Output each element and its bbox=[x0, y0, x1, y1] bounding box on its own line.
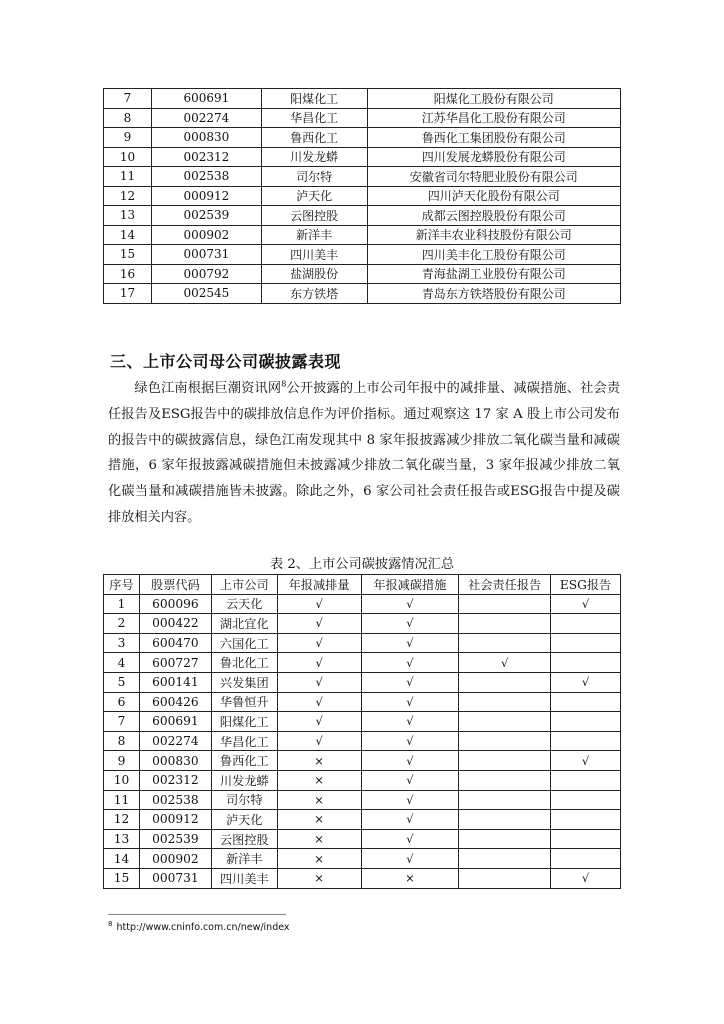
table-cell: 600691 bbox=[151, 89, 261, 109]
status-mark-cell bbox=[459, 672, 551, 692]
table-cell: 000830 bbox=[139, 751, 211, 771]
table-cell: 000830 bbox=[151, 128, 261, 148]
status-mark-cell bbox=[459, 790, 551, 810]
column-header: 序号 bbox=[104, 575, 140, 595]
table-cell: 000731 bbox=[151, 245, 261, 265]
table-cell: 002539 bbox=[139, 829, 211, 849]
table-cell: 002545 bbox=[151, 284, 261, 304]
footnote-number: 8 bbox=[108, 920, 113, 928]
table-cell: 2 bbox=[104, 614, 140, 634]
footnote-divider bbox=[108, 914, 286, 915]
status-mark-cell bbox=[459, 614, 551, 634]
company-list-body bbox=[104, 89, 621, 304]
status-mark-cell: √ bbox=[361, 770, 459, 790]
table-cell: 14 bbox=[104, 849, 140, 869]
status-mark-cell: √ bbox=[361, 633, 459, 653]
table-cell: 兴发集团 bbox=[211, 672, 277, 692]
table-cell: 青岛东方铁塔股份有限公司 bbox=[367, 284, 620, 304]
status-mark-cell bbox=[459, 692, 551, 712]
table-row bbox=[104, 770, 621, 790]
table-row bbox=[104, 751, 621, 771]
status-mark-cell: √ bbox=[361, 672, 459, 692]
table-cell: 7 bbox=[104, 712, 140, 732]
table-row bbox=[104, 868, 621, 888]
table-cell: 12 bbox=[104, 186, 152, 206]
status-mark-cell: √ bbox=[277, 633, 361, 653]
table-cell: 司尔特 bbox=[261, 167, 367, 187]
table-cell: 600727 bbox=[139, 653, 211, 673]
table-cell: 司尔特 bbox=[211, 790, 277, 810]
status-mark-cell bbox=[459, 810, 551, 830]
status-mark-cell bbox=[551, 633, 621, 653]
table-cell: 阳煤化工股份有限公司 bbox=[367, 89, 620, 109]
table-cell: 六国化工 bbox=[211, 633, 277, 653]
status-mark-cell bbox=[459, 712, 551, 732]
status-mark-cell: √ bbox=[361, 692, 459, 712]
status-mark-cell: √ bbox=[361, 712, 459, 732]
status-mark-cell: √ bbox=[551, 751, 621, 771]
status-mark-cell: √ bbox=[361, 594, 459, 614]
status-mark-cell: √ bbox=[551, 868, 621, 888]
table-row bbox=[104, 167, 621, 187]
status-mark-cell: √ bbox=[361, 653, 459, 673]
table-cell: 12 bbox=[104, 810, 140, 830]
table-cell: 000422 bbox=[139, 614, 211, 634]
table-row bbox=[104, 108, 621, 128]
table-cell: 8 bbox=[104, 731, 140, 751]
table-cell: 5 bbox=[104, 672, 140, 692]
status-mark-cell: × bbox=[277, 810, 361, 830]
table-cell: 鲁西化工 bbox=[261, 128, 367, 148]
table-cell: 阳煤化工 bbox=[211, 712, 277, 732]
table-cell: 002538 bbox=[139, 790, 211, 810]
status-mark-cell: √ bbox=[277, 672, 361, 692]
footnote-link[interactable]: http://www.cninfo.com.cn/new/index bbox=[116, 922, 290, 934]
table-row bbox=[104, 614, 621, 634]
table-row bbox=[104, 206, 621, 226]
table-cell: 四川美丰 bbox=[211, 868, 277, 888]
status-mark-cell bbox=[551, 614, 621, 634]
status-mark-cell bbox=[551, 790, 621, 810]
table-header-row bbox=[104, 575, 621, 595]
table-cell: 000902 bbox=[139, 849, 211, 869]
status-mark-cell: √ bbox=[361, 790, 459, 810]
table-cell: 鲁北化工 bbox=[211, 653, 277, 673]
footnote bbox=[108, 920, 290, 933]
table-cell: 6 bbox=[104, 692, 140, 712]
status-mark-cell: × bbox=[277, 751, 361, 771]
table-cell: 3 bbox=[104, 633, 140, 653]
table-row bbox=[104, 264, 621, 284]
table-cell: 新洋丰 bbox=[261, 225, 367, 245]
body-paragraph bbox=[108, 376, 620, 531]
table-cell: 新洋丰农业科技股份有限公司 bbox=[367, 225, 620, 245]
company-list-table bbox=[103, 88, 621, 304]
status-mark-cell: √ bbox=[277, 594, 361, 614]
table-row bbox=[104, 692, 621, 712]
table-cell: 四川美丰化工股份有限公司 bbox=[367, 245, 620, 265]
table-cell: 7 bbox=[104, 89, 152, 109]
status-mark-cell: √ bbox=[277, 653, 361, 673]
table-cell: 16 bbox=[104, 264, 152, 284]
status-mark-cell: √ bbox=[551, 672, 621, 692]
table-row bbox=[104, 829, 621, 849]
table-cell: 000912 bbox=[139, 810, 211, 830]
status-mark-cell bbox=[551, 849, 621, 869]
column-header: 股票代码 bbox=[139, 575, 211, 595]
table-cell: 青海盐湖工业股份有限公司 bbox=[367, 264, 620, 284]
table-row bbox=[104, 849, 621, 869]
status-mark-cell bbox=[551, 770, 621, 790]
table-cell: 1 bbox=[104, 594, 140, 614]
table-cell: 600426 bbox=[139, 692, 211, 712]
table-row bbox=[104, 594, 621, 614]
table-cell: 600096 bbox=[139, 594, 211, 614]
table-row bbox=[104, 147, 621, 167]
status-mark-cell: √ bbox=[361, 810, 459, 830]
status-mark-cell: √ bbox=[361, 829, 459, 849]
status-mark-cell bbox=[459, 829, 551, 849]
status-mark-cell: √ bbox=[361, 731, 459, 751]
table-cell: 四川美丰 bbox=[261, 245, 367, 265]
table-cell: 云天化 bbox=[211, 594, 277, 614]
status-mark-cell bbox=[459, 594, 551, 614]
status-mark-cell: √ bbox=[459, 653, 551, 673]
table-row bbox=[104, 672, 621, 692]
table-cell: 四川发展龙蟒股份有限公司 bbox=[367, 147, 620, 167]
table-cell: 600691 bbox=[139, 712, 211, 732]
table-cell: 10 bbox=[104, 147, 152, 167]
table-cell: 600141 bbox=[139, 672, 211, 692]
table-cell: 泸天化 bbox=[211, 810, 277, 830]
status-mark-cell bbox=[551, 810, 621, 830]
table-cell: 10 bbox=[104, 770, 140, 790]
status-mark-cell bbox=[459, 868, 551, 888]
table-cell: 13 bbox=[104, 829, 140, 849]
table-cell: 安徽省司尔特肥业股份有限公司 bbox=[367, 167, 620, 187]
status-mark-cell bbox=[459, 770, 551, 790]
table-cell: 002274 bbox=[139, 731, 211, 751]
table-cell: 云图控股 bbox=[211, 829, 277, 849]
table-cell: 川发龙蟒 bbox=[211, 770, 277, 790]
table-cell: 002312 bbox=[139, 770, 211, 790]
status-mark-cell: √ bbox=[277, 712, 361, 732]
table-cell: 600470 bbox=[139, 633, 211, 653]
status-mark-cell bbox=[459, 633, 551, 653]
status-mark-cell: √ bbox=[277, 692, 361, 712]
table-cell: 东方铁塔 bbox=[261, 284, 367, 304]
table-cell: 11 bbox=[104, 790, 140, 810]
table-cell: 15 bbox=[104, 245, 152, 265]
status-mark-cell bbox=[459, 731, 551, 751]
table-cell: 9 bbox=[104, 751, 140, 771]
column-header: 上市公司 bbox=[211, 575, 277, 595]
status-mark-cell: √ bbox=[551, 594, 621, 614]
status-mark-cell: × bbox=[277, 849, 361, 869]
table-cell: 17 bbox=[104, 284, 152, 304]
table-cell: 华昌化工 bbox=[211, 731, 277, 751]
table-cell: 盐湖股份 bbox=[261, 264, 367, 284]
status-mark-cell bbox=[459, 849, 551, 869]
table-cell: 000731 bbox=[139, 868, 211, 888]
status-mark-cell bbox=[551, 829, 621, 849]
status-mark-cell bbox=[459, 751, 551, 771]
table-row bbox=[104, 790, 621, 810]
table-row bbox=[104, 653, 621, 673]
table-cell: 002274 bbox=[151, 108, 261, 128]
status-mark-cell bbox=[551, 731, 621, 751]
status-mark-cell bbox=[551, 692, 621, 712]
table-cell: 000792 bbox=[151, 264, 261, 284]
footnote-reference[interactable]: 8 bbox=[281, 379, 287, 389]
table-cell: 鲁西化工集团股份有限公司 bbox=[367, 128, 620, 148]
disclosure-table-body bbox=[104, 594, 621, 888]
status-mark-cell: × bbox=[361, 868, 459, 888]
table-cell: 湖北宜化 bbox=[211, 614, 277, 634]
table-cell: 000912 bbox=[151, 186, 261, 206]
table-row bbox=[104, 245, 621, 265]
column-header: 年报减碳措施 bbox=[361, 575, 459, 595]
column-header: 社会责任报告 bbox=[459, 575, 551, 595]
status-mark-cell bbox=[551, 712, 621, 732]
table-cell: 云图控股 bbox=[261, 206, 367, 226]
status-mark-cell: √ bbox=[361, 614, 459, 634]
status-mark-cell: √ bbox=[361, 751, 459, 771]
table-row bbox=[104, 731, 621, 751]
table-cell: 华昌化工 bbox=[261, 108, 367, 128]
table-cell: 13 bbox=[104, 206, 152, 226]
table-cell: 15 bbox=[104, 868, 140, 888]
table-row bbox=[104, 712, 621, 732]
table-row bbox=[104, 225, 621, 245]
table-cell: 000902 bbox=[151, 225, 261, 245]
table-cell: 新洋丰 bbox=[211, 849, 277, 869]
table-caption: 表 2、上市公司碳披露情况汇总 bbox=[269, 557, 455, 572]
status-mark-cell bbox=[551, 653, 621, 673]
status-mark-cell: × bbox=[277, 770, 361, 790]
paragraph-text-rest: 公开披露的上市公司年报中的减排量、减碳措施、社会责任报告及ESG报告中的碳排放信息作为评价指标。通过观察这 17 家 A 股上市公司发布的报告中的碳披露信息，绿色江南发现其中 8 家年报披露减少排放二氧化碳当量和减碳措施，6 家年报披露减碳措施但未披露减少排放二氧化碳当量，3 家年报减少排放二氧化碳当量和减碳措施皆未披露。除此之外，6 家公司社会责任报告或ESG报告中提及碳排放相关内容。 bbox=[108, 381, 621, 525]
table-cell: 四川泸天化股份有限公司 bbox=[367, 186, 620, 206]
section-heading: 三、上市公司母公司碳披露表现 bbox=[110, 352, 342, 371]
table-cell: 成都云图控股股份有限公司 bbox=[367, 206, 620, 226]
status-mark-cell: × bbox=[277, 790, 361, 810]
table-cell: 9 bbox=[104, 128, 152, 148]
table-cell: 11 bbox=[104, 167, 152, 187]
status-mark-cell: √ bbox=[277, 731, 361, 751]
table-row bbox=[104, 128, 621, 148]
column-header: 年报减排量 bbox=[277, 575, 361, 595]
column-header: ESG报告 bbox=[551, 575, 621, 595]
table-cell: 泸天化 bbox=[261, 186, 367, 206]
table-cell: 华鲁恒升 bbox=[211, 692, 277, 712]
paragraph-text-start: 绿色江南根据巨潮资讯网 bbox=[134, 381, 282, 396]
table-cell: 14 bbox=[104, 225, 152, 245]
carbon-disclosure-table bbox=[103, 574, 621, 889]
table-cell: 8 bbox=[104, 108, 152, 128]
status-mark-cell: × bbox=[277, 868, 361, 888]
table-cell: 002312 bbox=[151, 147, 261, 167]
table-row bbox=[104, 284, 621, 304]
table-cell: 江苏华昌化工股份有限公司 bbox=[367, 108, 620, 128]
status-mark-cell: × bbox=[277, 829, 361, 849]
table-cell: 川发龙蟒 bbox=[261, 147, 367, 167]
table-cell: 4 bbox=[104, 653, 140, 673]
table-row bbox=[104, 810, 621, 830]
status-mark-cell: √ bbox=[277, 614, 361, 634]
status-mark-cell: √ bbox=[361, 849, 459, 869]
table-cell: 002539 bbox=[151, 206, 261, 226]
table-cell: 阳煤化工 bbox=[261, 89, 367, 109]
table-row bbox=[104, 633, 621, 653]
table-row bbox=[104, 186, 621, 206]
table-cell: 002538 bbox=[151, 167, 261, 187]
table-cell: 鲁西化工 bbox=[211, 751, 277, 771]
table-row bbox=[104, 89, 621, 109]
